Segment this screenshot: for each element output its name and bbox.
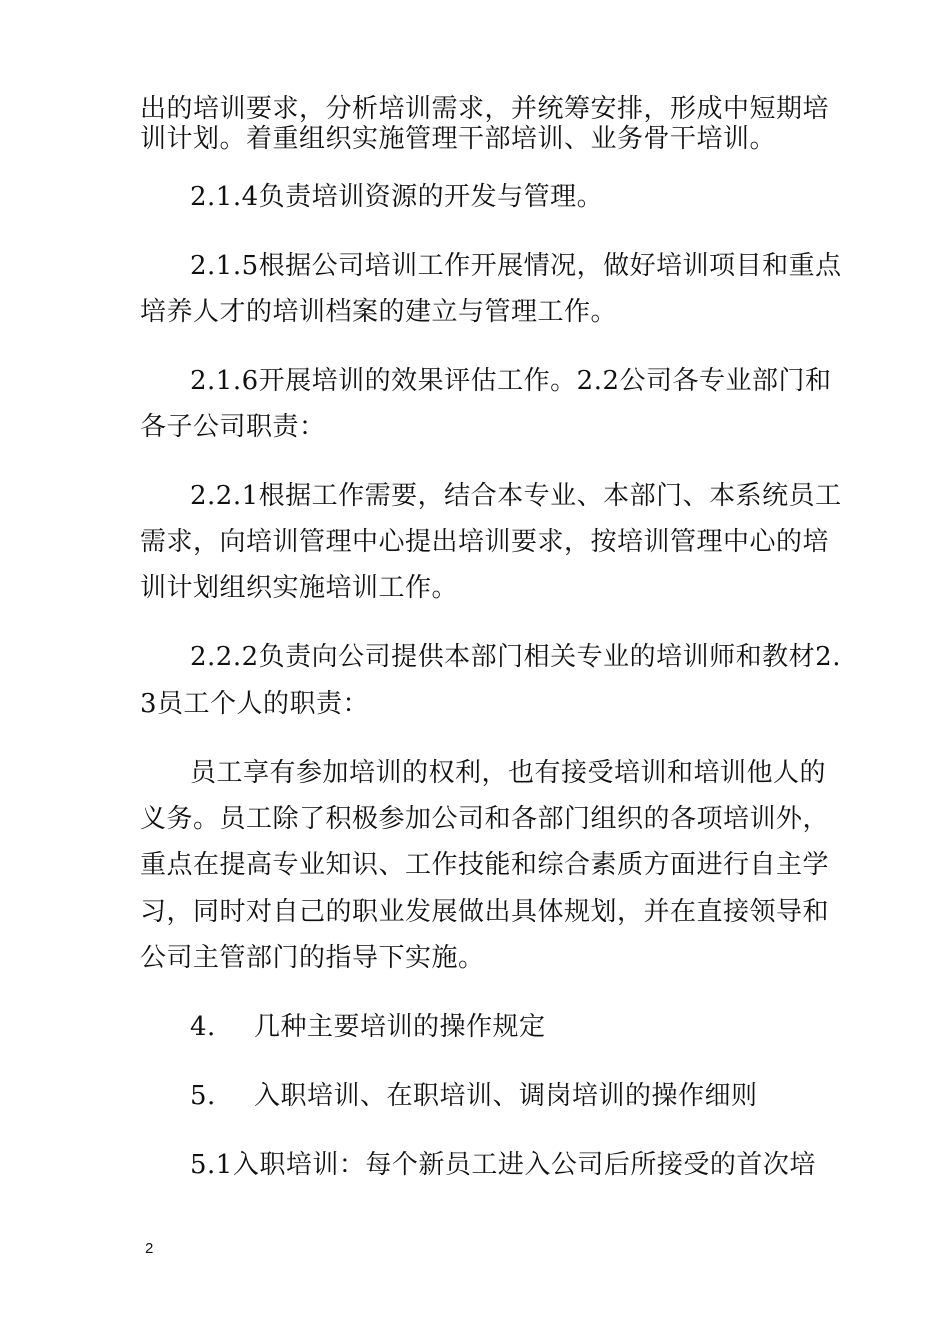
paragraph-line: 3员工个人的职责： [140,689,370,719]
paragraph-line: 员工享有参加培训的权利，也有接受培训和培训他人的 [190,758,827,788]
paragraph-line: 2.1.4负责培训资源的开发与管理。 [190,182,604,212]
paragraph-line: 出的培训要求，分析培训需求，并统筹安排，形成中短期培 [140,94,830,124]
page-number: 2 [145,1240,154,1257]
paragraph-line: 2.1.6开展培训的效果评估工作。2.2公司各专业部门和 [190,366,832,396]
paragraph-line: 需求，向培训管理中心提出培训要求，按培训管理中心的培 [140,527,830,557]
paragraph-line: 公司主管部门的指导下实施。 [140,943,485,973]
paragraph-line: 2.1.5根据公司培训工作开展情况，做好培训项目和重点 [190,251,842,281]
paragraph-line: 培养人才的培训档案的建立与管理工作。 [140,297,618,327]
heading-number: 5. [190,1081,216,1111]
heading-number: 4. [190,1012,216,1042]
paragraph-line: 各子公司职责： [140,412,326,442]
paragraph-line: 重点在提高专业知识、工作技能和综合素质方面进行自主学 [140,850,830,880]
paragraph-line: 习，同时对自己的职业发展做出具体规划，并在直接领导和 [140,897,830,927]
heading-text: 入职培训、在职培训、调岗培训的操作细则 [254,1081,758,1111]
paragraph-line: 训计划组织实施培训工作。 [140,573,459,603]
paragraph-line: 2.2.1根据工作需要，结合本专业、本部门、本系统员工 [190,481,842,511]
numbered-heading [190,1081,758,1111]
paragraph-line: 训计划。着重组织实施管理干部培训、业务骨干培训。 [140,124,777,154]
paragraph-line: 2.2.2负责向公司提供本部门相关专业的培训师和教材2. [190,642,841,672]
paragraph-line: 5.1入职培训：每个新员工进入公司后所接受的首次培 [190,1150,816,1180]
heading-text: 几种主要培训的操作规定 [254,1012,546,1042]
paragraph-line: 义务。员工除了积极参加公司和各部门组织的各项培训外， [140,804,830,834]
numbered-heading [190,1012,546,1042]
